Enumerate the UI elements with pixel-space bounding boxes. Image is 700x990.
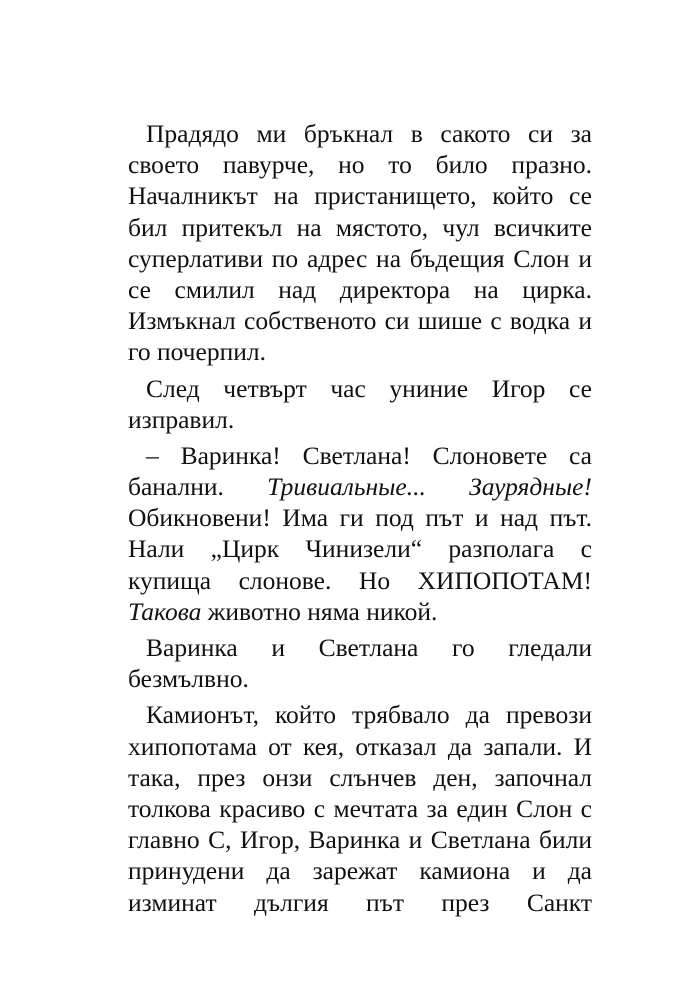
text-line: толкова красиво с мечтата за един Слон с [128, 793, 592, 823]
text-line: своето павурче, но то било празно. [128, 150, 592, 180]
text-line: принудени да зарежат камиона и да [128, 856, 592, 886]
text-line: След четвърт час униние Игор се [146, 373, 592, 403]
text-italic: Тривиальные... Заурядные! [267, 472, 592, 502]
text-line: хипопотама от кея, отказал да запали. И [128, 731, 592, 761]
text-line: главно С, Игор, Варинка и Светлана били [128, 825, 592, 855]
text-plain: животно няма никой. [201, 596, 438, 626]
text-line: Началникът на пристанището, който се [128, 181, 592, 211]
text-line: бил притекъл на мястото, чул всичките [128, 212, 592, 242]
text-line-mixed [128, 596, 592, 627]
paragraph-1 [128, 118, 592, 368]
text-italic: Такова [128, 596, 202, 626]
text-plain: банални. [128, 472, 268, 502]
text-line-mixed [128, 471, 592, 502]
text-line: Варинка и Светлана го гледали [146, 633, 592, 662]
text-line: го почерпил. [128, 337, 266, 367]
paragraph-3 [128, 440, 592, 627]
text-line: Прадядо ми бръкнал в сакото си за [146, 119, 592, 148]
text-line: купища слонове. Но ХИПОПОТАМ! [128, 565, 592, 595]
text-line: изправил. [128, 404, 235, 434]
text-line: безмълвно. [128, 664, 249, 694]
text-line: така, през онзи слънчев ден, започнал [128, 762, 592, 792]
text-line: Обикновени! Има ги под път и над път. [128, 503, 592, 533]
text-line: изминат дългия път през Санкт [128, 887, 592, 917]
paragraph-4 [128, 632, 592, 694]
paragraph-2 [128, 373, 592, 435]
text-line: Измъкнал собственото си шише с водка и [128, 306, 592, 336]
text-line: Камионът, който трябвало да превози [146, 700, 592, 730]
text-line: се смилил над директора на цирка. [128, 274, 592, 304]
paragraph-5 [128, 699, 592, 917]
text-line: суперлативи по адрес на бъдещия Слон и [128, 243, 592, 273]
page-text [128, 118, 592, 918]
text-line: – Варинка! Светлана! Слоновете са [146, 440, 592, 470]
text-line: Нали „Цирк Чинизели“ разполага с [128, 534, 592, 564]
